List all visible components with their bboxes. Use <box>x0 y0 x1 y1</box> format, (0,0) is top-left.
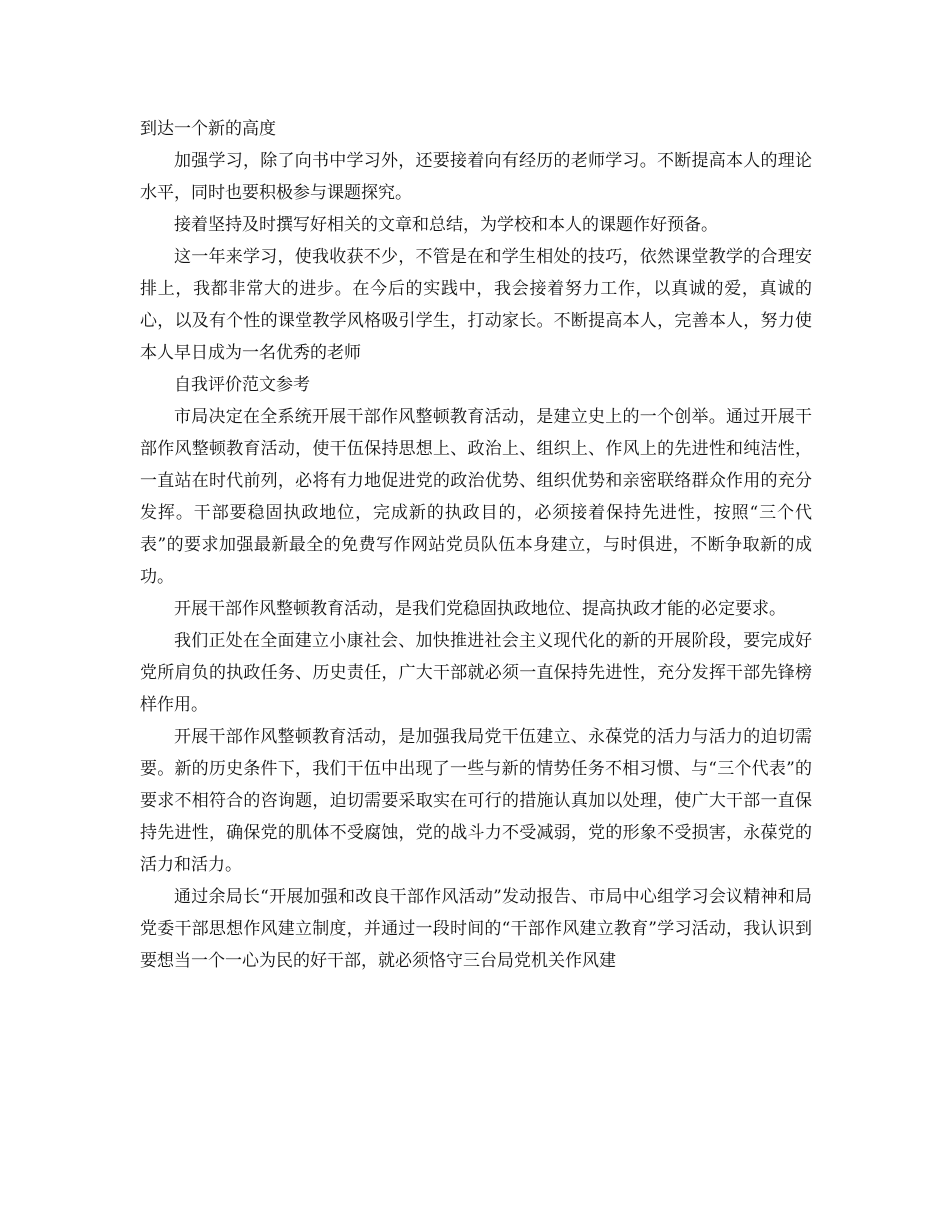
paragraph: 市局决定在全系统开展干部作风整顿教育活动，是建立史上的一个创举。通过开展干部作风整顿教育活动，使干伍保持思想上、政治上、组织上、作风上的先进性和纯洁性，一直站在时代前列，必将有力地促进党的政治优势、组织优势和亲密联络群众作用的充分发挥。干部要稳固执政地位，完成新的执政目的，必须接着保持先进性，按照“三个代表”的要求加强最新最全的免费写作网站党员队伍本身建立，与时俱进，不断争取新的成功。 <box>140 407 812 587</box>
paragraph: 开展干部作风整顿教育活动，是加强我局党干伍建立、永葆党的活力与活力的迫切需要。新的历史条件下，我们干伍中出现了一些与新的情势任务不相习惯、与“三个代表”的要求不相符合的咨询题，迫切需要采取实在可行的措施认真加以处理，使广大干部一直保持先进性，确保党的肌体不受腐蚀，党的战斗力不受减弱，党的形象不受损害，永葆党的活力和活力。 <box>140 727 812 875</box>
paragraph: 到达一个新的高度 <box>140 119 276 139</box>
section-heading: 自我评价范文参考 <box>174 375 310 395</box>
document-page <box>140 113 812 977</box>
paragraph: 通过余局长“开展加强和改良干部作风活动”发动报告、市局中心组学习会议精神和局党委干部思想作风建立制度，并通过一段时间的“干部作风建立教育”学习活动，我认识到要想当一个一心为民的好干部，就必须恪守三台局党机关作风建 <box>140 887 812 971</box>
paragraph: 加强学习，除了向书中学习外，还要接着向有经历的老师学习。不断提高本人的理论水平，同时也要积极参与课题探究。 <box>140 151 812 203</box>
paragraph: 开展干部作风整顿教育活动，是我们党稳固执政地位、提高执政才能的必定要求。 <box>174 599 786 619</box>
paragraph: 接着坚持及时撰写好相关的文章和总结，为学校和本人的课题作好预备。 <box>174 215 718 235</box>
paragraph: 我们正处在全面建立小康社会、加快推进社会主义现代化的新的开展阶段，要完成好党所肩负的执政任务、历史责任，广大干部就必须一直保持先进性，充分发挥干部先锋榜样作用。 <box>140 631 812 715</box>
paragraph: 这一年来学习，使我收获不少，不管是在和学生相处的技巧，依然课堂教学的合理安排上，我都非常大的进步。在今后的实践中，我会接着努力工作，以真诚的爱，真诚的心，以及有个性的课堂教学风格吸引学生，打动家长。不断提高本人，完善本人，努力使本人早日成为一名优秀的老师 <box>140 247 812 363</box>
